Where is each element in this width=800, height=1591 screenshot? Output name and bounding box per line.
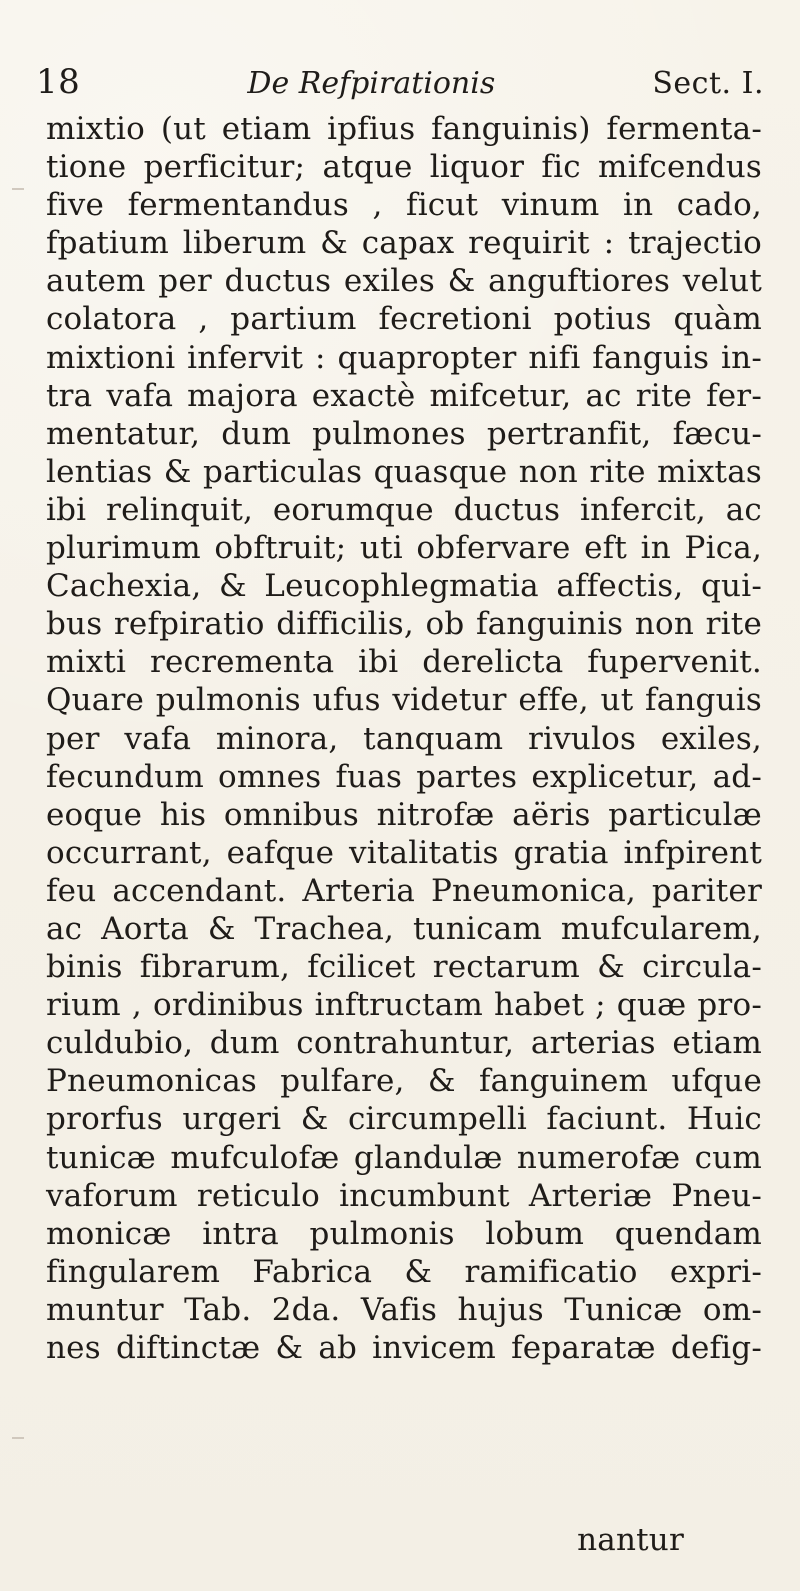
text-line: Pneumonicas pulfare, & fanguinem ufque (46, 1063, 762, 1100)
text-line: nes diftinctæ & ab invicem feparatæ defig- (46, 1330, 762, 1366)
text-line: muntur Tab. 2da. Vafis hujus Tunicæ om- (46, 1291, 762, 1328)
text-line: prorfus urgeri & circumpelli faciunt. Huic (46, 1101, 762, 1138)
text-line: lentias & particulas quasque non rite mixtas (46, 453, 762, 490)
text-line: culdubio, dum contrahuntur, arterias etiam (46, 1025, 762, 1062)
text-line: fingularem Fabrica & ramificatio expri- (46, 1253, 762, 1290)
text-line: rium , ordinibus inftructam habet ; quæ pro- (46, 987, 762, 1024)
text-line: eoque his omnibus nitrofæ aëris particulæ (46, 796, 762, 833)
text-line: colatora , partium fecretioni potius quàm (46, 301, 762, 338)
text-line: vaforum reticulo incumbunt Arteriæ Pneu- (46, 1177, 762, 1214)
text-line: mixtio (ut etiam ipfius fanguinis) fermenta- (46, 111, 762, 147)
text-line: mentatur, dum pulmones pertranfit, fæcu- (46, 415, 762, 452)
text-line: ac Aorta & Trachea, tunicam mufcularem, (46, 910, 762, 947)
section-marker: Sect. I. (652, 66, 764, 101)
text-line: binis fibrarum, fcilicet rectarum & circula- (46, 949, 762, 986)
text-line: feu accendant. Arteria Pneumonica, pariter (46, 872, 762, 909)
text-line: monicæ intra pulmonis lobum quendam (46, 1215, 762, 1252)
text-line: occurrant, eafque vitalitatis gratia infpirent (46, 834, 762, 871)
margin-mark (12, 188, 24, 190)
text-line: Quare pulmonis ufus videtur effe, ut fanguis (46, 682, 762, 719)
text-line: bus refpiratio difficilis, ob fanguinis non rite (46, 606, 762, 643)
text-line: tunicæ mufculofæ glandulæ numerofæ cum (46, 1139, 762, 1176)
text-line: Cachexia, & Leucophlegmatia affectis, qui- (46, 568, 762, 605)
text-line: fpatium liberum & capax requirit : trajectio (46, 225, 762, 262)
text-line: five fermentandus , ficut vinum in cado, (46, 187, 762, 224)
text-line: fecundum omnes fuas partes explicetur, ad- (46, 758, 762, 795)
text-line: autem per ductus exiles & anguftiores velut (46, 263, 762, 300)
page-number: 18 (36, 62, 81, 102)
text-line: ibi relinquit, eorumque ductus infercit, ac (46, 491, 762, 528)
catchword: nantur (577, 1522, 684, 1558)
page-header (36, 62, 764, 102)
margin-mark (12, 1437, 24, 1439)
text-line: tione perficitur; atque liquor fic mifcendus (46, 149, 762, 186)
text-line: mixti recrementa ibi derelicta fupervenit. (46, 644, 762, 681)
text-line: per vafa minora, tanquam rivulos exiles, (46, 720, 762, 757)
text-line: plurimum obftruit; uti obfervare eft in Pica, (46, 530, 762, 567)
body-text (46, 110, 762, 1591)
text-line: mixtioni infervit : quapropter nifi fanguis in- (46, 339, 762, 376)
running-title: De Refpirationis (247, 66, 496, 101)
text-line: tra vafa majora exactè mifcetur, ac rite fer- (46, 377, 762, 414)
